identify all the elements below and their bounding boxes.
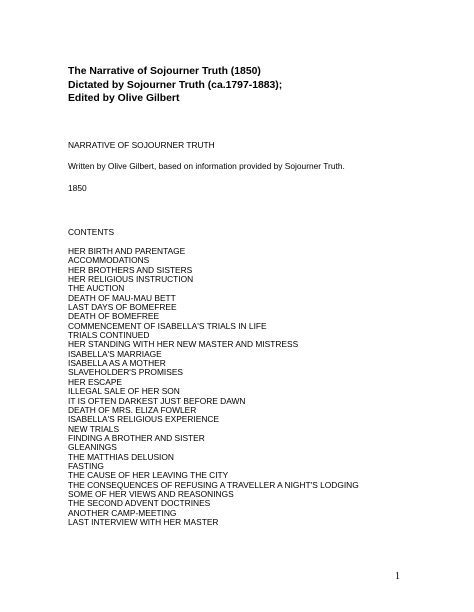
contents-item: HER BROTHERS AND SISTERS — [68, 264, 193, 275]
contents-item: NEW TRIALS — [68, 423, 120, 434]
title-line: Edited by Olive Gilbert — [68, 93, 180, 104]
contents-item: HER STANDING WITH HER NEW MASTER AND MISTRESS — [68, 339, 299, 350]
contents-item: COMMENCEMENT OF ISABELLA'S TRIALS IN LIFE — [68, 320, 267, 331]
contents-item: ACCOMMODATIONS — [68, 255, 150, 266]
byline: Written by Olive Gilbert, based on information provided by Sojourner Truth. — [68, 161, 345, 171]
contents-heading: CONTENTS — [68, 227, 115, 237]
title-line: Dictated by Sojourner Truth (ca.1797-1883); — [68, 79, 283, 91]
contents-item: SOME OF HER VIEWS AND REASONINGS — [68, 488, 234, 499]
narrative-heading: NARRATIVE OF SOJOURNER TRUTH — [68, 140, 215, 150]
contents-item: ISABELLA'S RELIGIOUS EXPERIENCE — [68, 414, 220, 425]
contents-item: HER RELIGIOUS INSTRUCTION — [68, 274, 194, 285]
publication-year: 1850 — [68, 183, 87, 193]
contents-item: THE CONSEQUENCES OF REFUSING A TRAVELLER A NIGHT'S LODGING — [68, 479, 359, 490]
contents-item: LAST DAYS OF BOMEFREE — [68, 302, 177, 313]
contents-item: ILLEGAL SALE OF HER SON — [68, 386, 180, 397]
page-number: 1 — [395, 571, 400, 582]
contents-item: IT IS OFTEN DARKEST JUST BEFORE DAWN — [68, 395, 246, 406]
contents-item: FASTING — [68, 460, 104, 471]
contents-item: TRIALS CONTINUED — [68, 330, 150, 341]
contents-item: DEATH OF MRS. ELIZA FOWLER — [68, 404, 197, 415]
contents-item: THE AUCTION — [68, 283, 125, 294]
contents-item: THE SECOND ADVENT DOCTRINES — [68, 498, 211, 509]
contents-item: ANOTHER CAMP-MEETING — [68, 507, 177, 518]
contents-item: ISABELLA'S MARRIAGE — [68, 348, 162, 359]
document-title — [68, 65, 282, 106]
contents-item: HER ESCAPE — [68, 376, 122, 387]
contents-item: FINDING A BROTHER AND SISTER — [68, 432, 205, 443]
contents-item: THE CAUSE OF HER LEAVING THE CITY — [68, 470, 229, 481]
title-line: The Narrative of Sojourner Truth (1850) — [68, 66, 261, 77]
contents-item: LAST INTERVIEW WITH HER MASTER — [68, 516, 219, 527]
contents-item: SLAVEHOLDER'S PROMISES — [68, 367, 184, 378]
contents-item: HER BIRTH AND PARENTAGE — [68, 246, 186, 256]
contents-item: DEATH OF BOMEFREE — [68, 311, 160, 322]
contents-item: DEATH OF MAU-MAU BETT — [68, 292, 176, 303]
contents-item: GLEANINGS — [68, 442, 117, 453]
contents-list — [68, 247, 359, 527]
contents-item: THE MATTHIAS DELUSION — [68, 451, 174, 462]
contents-item: ISABELLA AS A MOTHER — [68, 358, 166, 369]
